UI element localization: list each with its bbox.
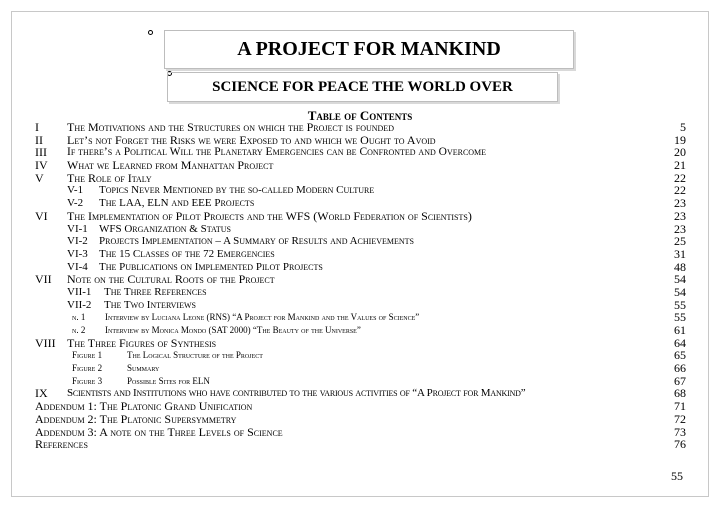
toc-page: 23 [674,196,686,211]
toc-page: 48 [674,259,686,274]
toc-title: Interview by Monica Mondo (SAT 2000) “The Beauty of the Universe” [105,325,361,335]
toc-entry[interactable] [35,311,686,324]
toc-title: Note on the Cultural Roots of the Project [67,272,275,287]
toc-page: 19 [674,132,686,147]
toc-title: References [35,437,88,452]
toc-number: VI-2 [67,235,88,248]
toc-entry[interactable] [35,413,686,426]
toc-number: Figure 3 [72,375,103,386]
toc-entry[interactable] [35,362,686,375]
toc-title: Projects Implementation – A Summary of Results and Achievements [99,235,414,248]
toc-title: The 15 Classes of the 72 Emergencies [99,247,275,260]
toc-title: The Role of Italy [67,170,152,185]
toc-title: Scientists and Institutions who have contributed to the various activities of “A Project for Mankind” [67,387,526,400]
toc-page: 23 [674,221,686,236]
toc-page: 72 [674,411,686,426]
toc-title: The Three Figures of Synthesis [67,335,217,350]
toc-number: IV [35,158,48,173]
document-title: A PROJECT FOR MANKIND [164,30,574,69]
toc-heading: Table of Contents [307,108,413,123]
toc-number: I [35,120,39,134]
toc-entry[interactable] [35,121,686,134]
toc-page: 22 [674,183,686,198]
toc-title: Addendum 1: The Platonic Grand Unification [35,399,253,414]
toc-title: If there’s a Political Will the Planetary Emergencies can be Confronted and Overcome [67,146,487,159]
toc-title: Interview by Luciana Leone (RNS) “A Project for Mankind and the Values of Science” [105,312,420,323]
toc-title: Summary [127,363,160,374]
toc-number: VII-1 [67,285,92,298]
toc-page: 66 [674,361,686,376]
toc-entry[interactable] [35,210,686,223]
toc-entry[interactable] [35,184,686,197]
toc-entry[interactable] [35,197,686,210]
bullet-dot-top [148,30,153,35]
toc-page: 25 [674,234,686,249]
toc-entry[interactable] [35,349,686,362]
toc-page: 22 [674,170,686,185]
toc-page: 73 [674,424,686,439]
toc-entry[interactable] [35,134,686,147]
toc-number: VI [35,208,48,223]
toc-number: VII [35,272,52,287]
toc-title: The Motivations and the Structures on which the Project is founded [67,120,394,134]
table-of-contents [35,121,686,451]
toc-entry[interactable] [35,159,686,172]
toc-title: Possible Sites for ELN [127,375,210,386]
toc-page: 71 [674,399,686,414]
toc-entry[interactable] [35,223,686,236]
toc-number: V [35,170,44,185]
toc-title: Addendum 2: The Platonic Supersymmetry [35,411,237,426]
toc-page: 31 [674,246,686,261]
toc-title: The LAA, ELN and EEE Projects [99,197,255,210]
toc-number: II [35,132,43,147]
toc-entry[interactable] [35,337,686,350]
toc-entry[interactable] [35,172,686,185]
toc-page: 68 [674,386,686,401]
toc-page: 67 [674,373,686,388]
toc-entry[interactable] [35,273,686,286]
toc-page: 55 [674,310,686,325]
toc-title: The Logical Structure of the Project [127,350,263,361]
toc-entry[interactable] [35,375,686,388]
toc-entry[interactable] [35,426,686,439]
toc-number: VII-2 [67,298,92,311]
toc-page: 55 [674,297,686,312]
toc-page: 21 [674,158,686,173]
toc-entry[interactable] [35,299,686,312]
toc-number: VI-3 [67,247,88,260]
toc-number: III [35,145,47,160]
document-subtitle: SCIENCE FOR PEACE THE WORLD OVER [167,72,558,102]
toc-number: V-1 [67,184,84,197]
toc-title: Addendum 3: A note on the Three Levels of Science [35,424,283,439]
toc-page: 64 [674,335,686,350]
toc-number: Figure 1 [72,350,103,361]
toc-number: n. 2 [72,325,86,335]
toc-page: 20 [674,145,686,160]
toc-page: 5 [680,120,686,134]
toc-number: VIII [35,335,56,350]
toc-entry[interactable] [35,235,686,248]
toc-page: 23 [674,208,686,223]
toc-number: IX [35,386,48,401]
toc-page: 54 [674,272,686,287]
toc-entry[interactable] [35,286,686,299]
toc-page: 54 [674,284,686,299]
toc-entry[interactable] [35,438,686,451]
toc-number: Figure 2 [72,363,103,374]
toc-title: The Three References [104,285,207,298]
toc-title: The Two Interviews [104,298,196,311]
toc-number: VI-4 [67,260,88,273]
toc-title: WFS Organization & Status [99,222,231,235]
toc-entry[interactable] [35,324,686,337]
toc-entry[interactable] [35,400,686,413]
toc-title: The Publications on Implemented Pilot Projects [99,260,323,273]
page-number: 55 [671,469,683,483]
toc-title: Let’s not Forget the Risks we were Exposed to and which we Ought to Avoid [67,132,436,147]
toc-entry[interactable] [35,248,686,261]
toc-title: The Implementation of Pilot Projects and the WFS (World Federation of Scientists) [67,208,472,223]
toc-number: VI-1 [67,222,88,235]
toc-page: 76 [674,437,686,452]
toc-title: What we Learned from Manhattan Project [67,158,274,173]
toc-number: V-2 [67,197,84,210]
toc-title: Topics Never Mentioned by the so-called Modern Culture [99,184,375,197]
toc-page: 65 [674,348,686,363]
toc-number: n. 1 [72,312,86,323]
toc-page: 61 [674,323,686,337]
